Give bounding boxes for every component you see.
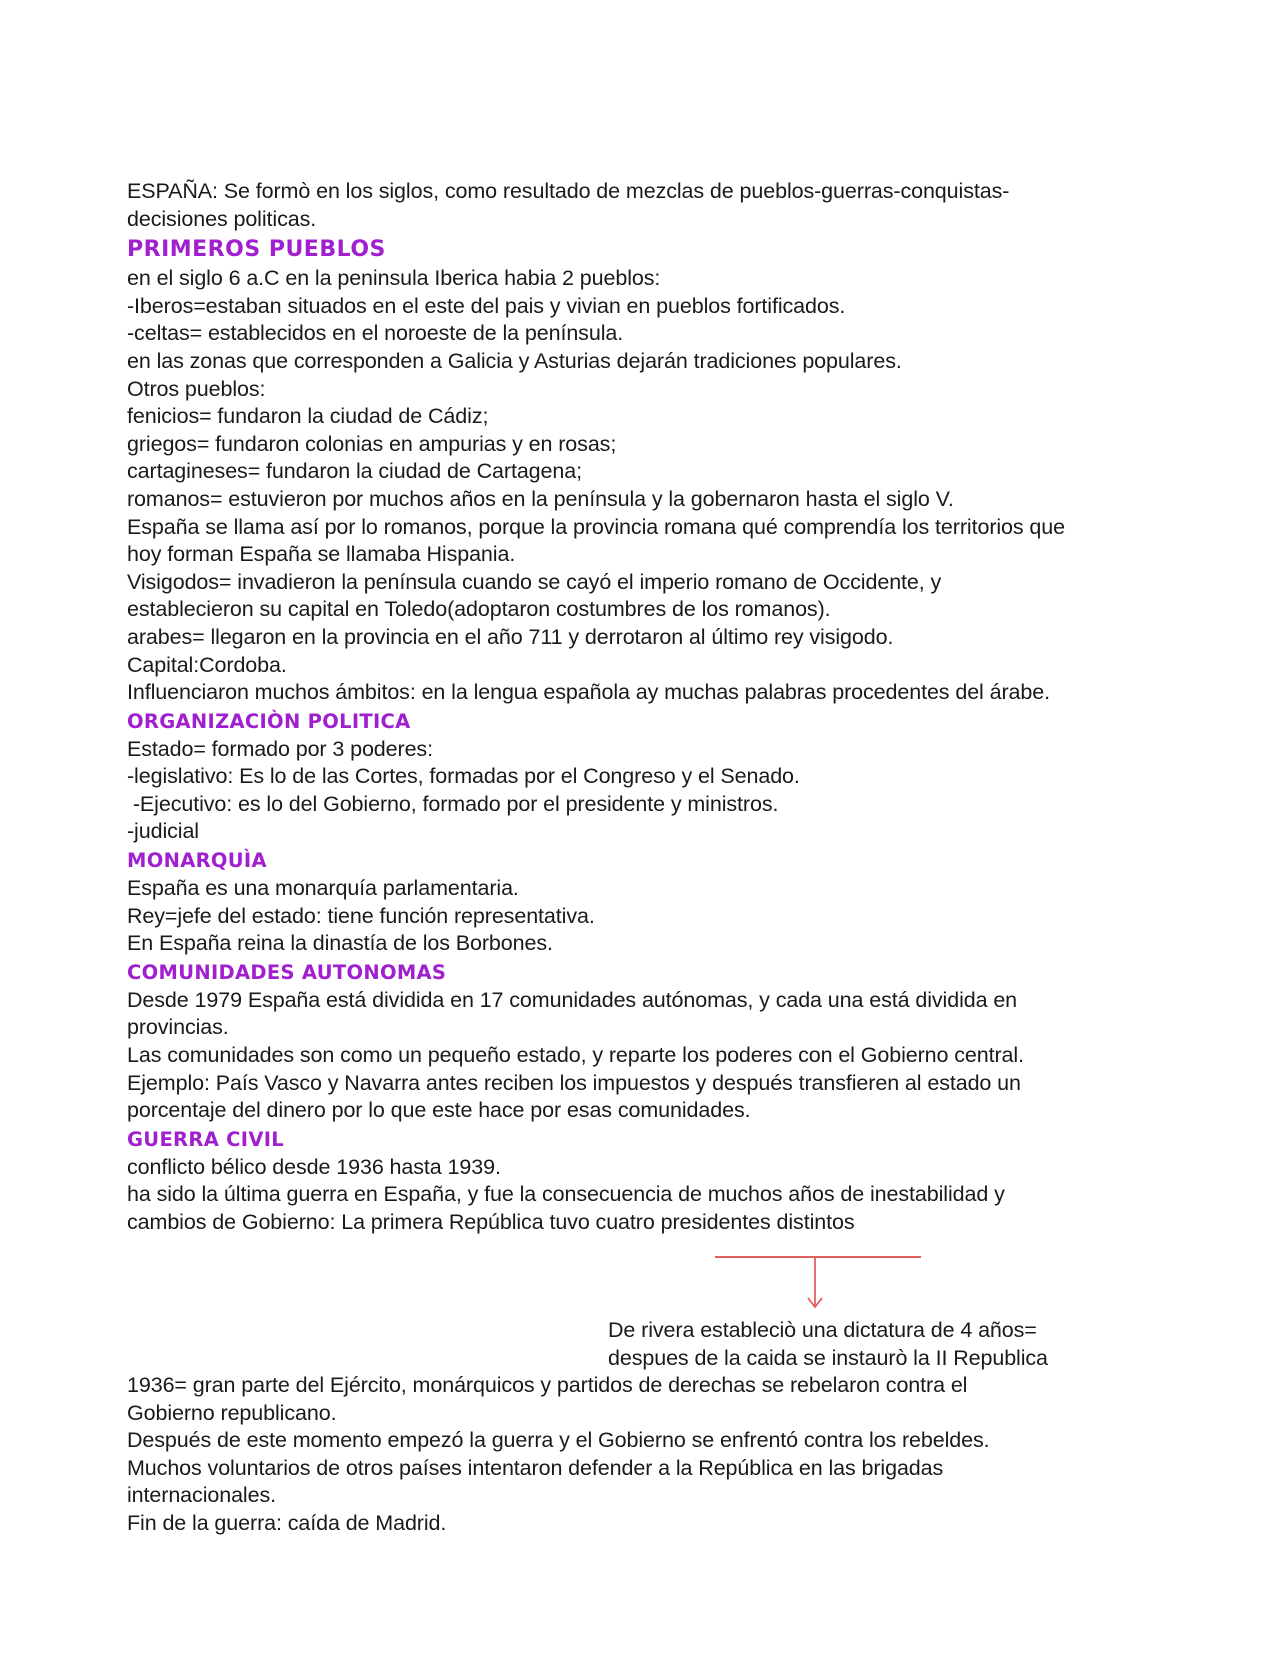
text-line: -judicial <box>127 819 199 844</box>
text-line: -Iberos=estaban situados en el este del pais y vivian en pueblos fortificados. <box>127 293 846 318</box>
text-line: internacionales. <box>127 1483 276 1508</box>
text-line: -celtas= establecidos en el noroeste de la península. <box>127 321 624 346</box>
text-line: cartagineses= fundaron la ciudad de Cartagena; <box>127 459 582 484</box>
text-line: Ejemplo: País Vasco y Navarra antes reciben los impuestos y después transfieren al estado un <box>127 1070 1021 1095</box>
text-line: hoy forman España se llamaba Hispania. <box>127 542 516 567</box>
text-line: fenicios= fundaron la ciudad de Cádiz; <box>127 404 489 429</box>
text-line: conflicto bélico desde 1936 hasta 1939. <box>127 1154 501 1179</box>
text-line: en el siglo 6 a.C en la peninsula Iberica habia 2 pueblos: <box>127 266 661 291</box>
section-heading-comunidades-autonomas: COMUNIDADES AUTONOMAS <box>127 960 447 984</box>
document-body <box>127 178 1167 1237</box>
text-line: cambios de Gobierno: La primera República tuvo cuatro presidentes distintos <box>127 1210 855 1234</box>
down-arrow-icon <box>804 1256 826 1310</box>
section-heading-organizacion-politica: ORGANIZACIÒN POLITICA <box>127 709 411 733</box>
text-line: Las comunidades son como un pequeño estado, y reparte los poderes con el Gobierno central. <box>127 1043 1024 1068</box>
guerra-continuation <box>127 1372 1167 1538</box>
section-heading-guerra-civil: GUERRA CIVIL <box>127 1127 285 1151</box>
text-line: Estado= formado por 3 poderes: <box>127 736 433 761</box>
text-line: Desde 1979 España está dividida en 17 comunidades autónomas, y cada una está dividida en <box>127 987 1018 1012</box>
text-line: arabes= llegaron en la provincia en el año 711 y derrotaron al último rey visigodo. <box>127 624 894 649</box>
text-line: griegos= fundaron colonias en ampurias y en rosas; <box>127 431 617 456</box>
text-line: Visigodos= invadieron la península cuando se cayó el imperio romano de Occidente, y <box>127 569 942 594</box>
text-line: Fin de la guerra: caída de Madrid. <box>127 1510 447 1535</box>
text-line: Influenciaron muchos ámbitos: en la lengua española ay muchas palabras procedentes del árabe. <box>127 680 1050 705</box>
text-line: romanos= estuvieron por muchos años en la península y la gobernaron hasta el siglo V. <box>127 486 954 511</box>
section-heading-primeros-pueblos: PRIMEROS PUEBLOS <box>127 237 386 263</box>
text-line: Después de este momento empezó la guerra y el Gobierno se enfrentó contra los rebeldes. <box>127 1428 990 1453</box>
text-line: Otros pueblos: <box>127 376 266 401</box>
text-line: 1936= gran parte del Ejército, monárquicos y partidos de derechas se rebelaron contra el <box>127 1373 968 1397</box>
text-line: -legislativo: Es lo de las Cortes, formadas por el Congreso y el Senado. <box>127 764 800 789</box>
intro-line: ESPAÑA: Se formò en los siglos, como resultado de mezclas de pueblos-guerras-conquistas- <box>127 179 1010 203</box>
text-line: Muchos voluntarios de otros países intentaron defender a la República en las brigadas <box>127 1455 944 1480</box>
text-line: España se llama así por lo romanos, porque la provincia romana qué comprendía los territorios que <box>127 514 1066 539</box>
note-line: De rivera estableciò una dictatura de 4 años= <box>608 1318 1037 1342</box>
text-line: establecieron su capital en Toledo(adoptaron costumbres de los romanos). <box>127 597 831 622</box>
text-line: en las zonas que corresponden a Galicia y Asturias dejarán tradiciones populares. <box>127 348 902 373</box>
text-line: Rey=jefe del estado: tiene función representativa. <box>127 903 595 928</box>
text-line: porcentaje del dinero por lo que este hace por esas comunidades. <box>127 1098 751 1123</box>
text-line: ha sido la última guerra en España, y fue la consecuencia de muchos años de inestabilidad y <box>127 1182 1005 1207</box>
section-heading-monarquia: MONARQUÌA <box>127 849 267 873</box>
text-line: provincias. <box>127 1015 229 1040</box>
intro-line: decisiones politicas. <box>127 206 317 231</box>
text-line: Capital:Cordoba. <box>127 652 287 677</box>
note-line: despues de la caida se instaurò la II Republica <box>608 1346 1048 1370</box>
text-line: Gobierno republicano. <box>127 1400 337 1425</box>
text-line: España es una monarquía parlamentaria. <box>127 876 519 901</box>
annotation-note <box>608 1316 1048 1372</box>
text-line: En España reina la dinastía de los Borbones. <box>127 931 553 956</box>
text-line: -Ejecutivo: es lo del Gobierno, formado por el presidente y ministros. <box>127 791 779 816</box>
